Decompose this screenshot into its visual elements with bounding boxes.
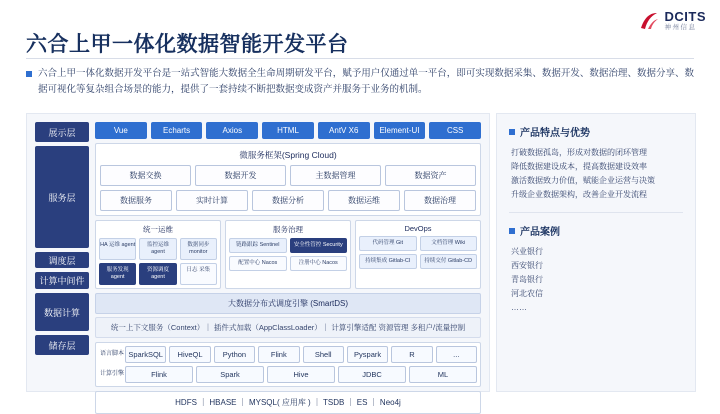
lead-paragraph xyxy=(26,66,694,98)
display-tag-row xyxy=(95,122,481,139)
display-tag: Echarts xyxy=(151,122,203,139)
compute-labels xyxy=(99,346,125,383)
framework-cell: 数据服务 xyxy=(100,190,172,211)
compute-item: ML xyxy=(409,366,477,383)
advantage-item: 激活数据致力价值，赋能企业运营与决策 xyxy=(511,176,655,185)
page-title: 六合上甲一体化数据智能开发平台 xyxy=(26,33,349,56)
bullet-icon xyxy=(509,228,515,234)
ops-row xyxy=(99,238,217,260)
bullet-icon xyxy=(509,129,515,135)
ops-item: 资源调度 agent xyxy=(139,263,176,285)
framework-box xyxy=(95,143,481,216)
compute-item: Flink xyxy=(258,346,299,363)
compute-rows xyxy=(125,346,477,383)
compute-item: ... xyxy=(436,346,477,363)
advantages-header xyxy=(509,124,683,139)
advantages-section xyxy=(497,114,695,202)
case-item: 河北农信 xyxy=(511,289,543,298)
case-item: 兴业银行 xyxy=(511,247,543,256)
layer-storage: 储存层 xyxy=(35,335,89,355)
layer-compute: 数据计算 xyxy=(35,293,89,331)
compute-item: SparkSQL xyxy=(125,346,166,363)
dcits-logo-icon xyxy=(638,10,660,32)
case-item: …… xyxy=(511,303,527,312)
devops-row xyxy=(359,254,477,269)
ops-row xyxy=(99,263,217,285)
governance-item: 安全性管控 Security xyxy=(290,238,348,253)
diagram-content xyxy=(95,122,481,414)
governance-item: 注册中心 Nacos xyxy=(290,256,348,271)
governance-item: 配置中心 Nacos xyxy=(229,256,287,271)
layer-column xyxy=(35,122,89,359)
advantage-item: 打破数据孤岛，形成对数据的闭环管理 xyxy=(511,148,647,157)
governance-row xyxy=(229,256,347,271)
compute-engine-row xyxy=(125,366,477,383)
ops-item: 监控运维 agent xyxy=(139,238,176,260)
ops-caption: 统一运维 xyxy=(143,225,173,234)
bullet-icon xyxy=(26,71,32,77)
middleware-band: 统一上下文服务（Context）｜ 插件式加载（AppClassLoader）｜ 计算引擎适配 资源管理 多租户/流量控制 xyxy=(95,317,481,338)
framework-cell: 数据运维 xyxy=(328,190,400,211)
schedule-band: 大数据分布式调度引擎 (SmartDS) xyxy=(95,293,481,314)
display-tag: HTML xyxy=(262,122,314,139)
devops-panel xyxy=(355,220,481,289)
layer-service: 服务层 xyxy=(35,146,89,248)
compute-item: Flink xyxy=(125,366,193,383)
governance-item: 链路跟踪 Sentinel xyxy=(229,238,287,253)
devops-row xyxy=(359,236,477,251)
devops-caption: DevOps xyxy=(404,224,432,233)
display-tag: Vue xyxy=(95,122,147,139)
framework-cell: 数据资产 xyxy=(385,165,476,186)
compute-box xyxy=(95,342,481,387)
compute-item: Pyspark xyxy=(347,346,388,363)
compute-item: JDBC xyxy=(338,366,406,383)
framework-caption: 微服务框架(Spring Cloud) xyxy=(239,150,337,160)
ops-panel xyxy=(95,220,221,289)
governance-panel xyxy=(225,220,351,289)
display-tag: CSS xyxy=(429,122,481,139)
devops-item: 持续交付 Gitlab-CD xyxy=(420,254,478,269)
framework-cell: 主数据管理 xyxy=(290,165,381,186)
ops-item: HA 运维 agent xyxy=(99,238,136,260)
framework-cell: 数据治理 xyxy=(404,190,476,211)
framework-cell: 数据开发 xyxy=(195,165,286,186)
governance-caption: 服务治理 xyxy=(273,225,303,234)
layer-middleware: 计算中间件 xyxy=(35,272,89,289)
right-panel xyxy=(496,113,696,392)
advantage-item: 升级企业数据架构，改善企业开发流程 xyxy=(511,190,647,199)
architecture-diagram xyxy=(26,113,490,407)
compute-engine-label: 计算引擎 xyxy=(99,370,124,377)
brand-name: DCITS xyxy=(664,9,706,25)
display-tag: AntV X6 xyxy=(318,122,370,139)
brand-logo xyxy=(638,10,707,32)
compute-item: Python xyxy=(214,346,255,363)
framework-cell: 数据分析 xyxy=(252,190,324,211)
compute-item: Hive xyxy=(267,366,335,383)
cases-section xyxy=(497,213,695,315)
framework-cell: 实时计算 xyxy=(176,190,248,211)
case-item: 西安银行 xyxy=(511,261,543,270)
ops-item: 日志 采集 xyxy=(180,263,217,285)
compute-item: HiveQL xyxy=(169,346,210,363)
advantages-title: 产品特点与优势 xyxy=(520,128,590,139)
compute-item: Spark xyxy=(196,366,264,383)
display-tag: Element-UI xyxy=(374,122,426,139)
devops-item: 文档管理 Wiki xyxy=(420,236,478,251)
governance-row xyxy=(229,238,347,253)
layer-display: 展示层 xyxy=(35,122,89,142)
title-divider xyxy=(26,58,694,59)
case-item: 青岛银行 xyxy=(511,275,543,284)
compute-script-label: 语言脚本 xyxy=(99,350,124,357)
layer-schedule: 调度层 xyxy=(35,252,89,268)
storage-band: HDFS ｜ HBASE ｜ MYSQL( 应用库 ) ｜ TSDB ｜ ES ｜ Neo4j xyxy=(95,391,481,414)
compute-item: Shell xyxy=(303,346,344,363)
advantage-item: 降低数据建设成本，提高数据建设效率 xyxy=(511,162,647,171)
framework-row xyxy=(100,165,476,186)
ops-item: 服务发现 agent xyxy=(99,263,136,285)
service-panels xyxy=(95,220,481,289)
compute-item: R xyxy=(391,346,432,363)
display-tag: Axios xyxy=(206,122,258,139)
compute-script-row xyxy=(125,346,477,363)
cases-title: 产品案例 xyxy=(520,227,560,238)
lead-text: 六合上甲一体化数据开发平台是一站式智能大数据全生命周期研发平台，赋予用户仅通过单一平台，即可实现数据采集、数据开发、数据治理、数据分享、数据可视化等复杂组合场景的能力，提供了一套持续不断把数据变成资产并服务于业务的机制。 xyxy=(38,68,694,96)
framework-row xyxy=(100,190,476,211)
ops-item: 数据同步 monitor xyxy=(180,238,217,260)
devops-item: 持续集成 Gitlab-CI xyxy=(359,254,417,269)
devops-item: 代码管理 Git xyxy=(359,236,417,251)
cases-header xyxy=(509,223,683,238)
framework-cell: 数据交换 xyxy=(100,165,191,186)
brand-subtitle: 神州信息 xyxy=(664,24,697,32)
